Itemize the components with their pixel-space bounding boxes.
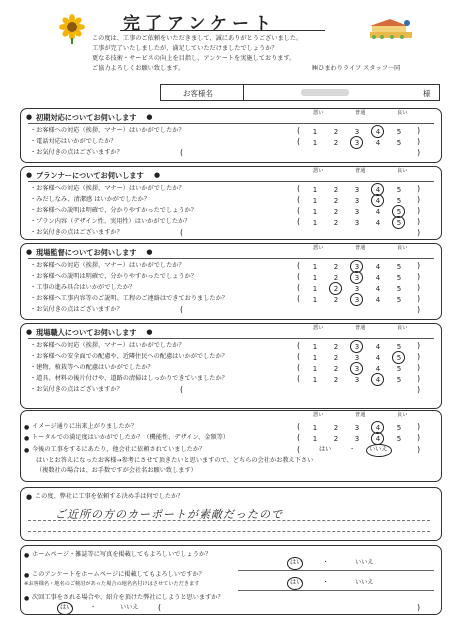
- section-title-3: 現場監督についてお伺いします: [36, 248, 137, 257]
- overall-q2-option-5[interactable]: 5: [396, 435, 402, 443]
- section-4-q4-selected-circle: [371, 373, 384, 386]
- other-company-question: 今後の工事をするにあたり、他会社に依頼されていましたか？: [32, 446, 206, 453]
- section-1-q1-option-3[interactable]: 3: [354, 128, 360, 136]
- section-4-q1-option-5[interactable]: 5: [396, 343, 402, 351]
- section-2-q2-option-1[interactable]: 1: [312, 197, 318, 205]
- overall-q1-option-3[interactable]: 3: [354, 424, 360, 432]
- section-4-scale-good: 良い: [397, 325, 408, 331]
- section-4-q2-selected-circle: [392, 351, 405, 364]
- reason-question: この度、弊社に工事を依頼する決め手は何でしたか？: [35, 493, 184, 500]
- bullet-icon: ●: [26, 171, 33, 179]
- section-2-q2-selected-circle: [371, 194, 384, 207]
- reason-line-2: [28, 531, 430, 532]
- section-4-q4-option-2[interactable]: 2: [333, 376, 339, 384]
- section-3-q2-option-1[interactable]: 1: [312, 274, 318, 282]
- section-1-q1-paren-close: ): [417, 126, 421, 135]
- paren-open: (: [158, 603, 162, 612]
- answer-no[interactable]: いいえ: [355, 579, 374, 586]
- section-2-q4-paren-close: ): [417, 217, 421, 226]
- bullet-icon: ●: [24, 424, 30, 431]
- comment-paren-open: (: [180, 148, 184, 157]
- section-2-q1-paren-open: (: [297, 184, 301, 193]
- overall-question: イメージ通りに出来上がりましたか？: [32, 423, 138, 430]
- section-3-scale-bad: 悪い: [313, 245, 324, 251]
- section-4-q3-option-1[interactable]: 1: [312, 365, 318, 373]
- section-2-q4-paren-open: (: [297, 217, 301, 226]
- bullet-icon: ●: [154, 171, 161, 179]
- section-2-q4-option-1[interactable]: 1: [312, 219, 318, 227]
- question-text: ・建物、植栽等への配慮はいかがでしたか？: [30, 364, 154, 371]
- section-3-q2-option-5[interactable]: 5: [396, 274, 402, 282]
- overall-q1-option-4[interactable]: 4: [375, 424, 381, 432]
- section-1-q2-paren-close: ): [417, 137, 421, 146]
- section-2-q3-paren-close: ): [417, 206, 421, 215]
- section-3-q4-paren-open: (: [297, 294, 301, 303]
- comment-paren-open: (: [180, 228, 184, 237]
- intro-line-4: ご協力よろしくお願い致します。: [92, 65, 185, 72]
- customer-name-box: [160, 84, 440, 101]
- section-3-q1-option-5[interactable]: 5: [396, 263, 402, 271]
- section-4-q4-paren-open: (: [297, 374, 301, 383]
- answer-yes[interactable]: はい: [60, 604, 73, 611]
- section-4-q2-option-5[interactable]: 5: [396, 354, 402, 362]
- section-3-q3-option-2[interactable]: 2: [333, 285, 339, 293]
- section-2-q4-option-2[interactable]: 2: [333, 219, 339, 227]
- selected-circle: [57, 602, 73, 615]
- section-2-q2-paren-open: (: [297, 195, 301, 204]
- section-4-q3-selected-circle: [350, 362, 363, 375]
- section-1-q2-option-4[interactable]: 4: [375, 139, 381, 147]
- reason-answer: ご近所の方のカーポートが素敵だったので: [55, 508, 283, 521]
- section-1-q1-paren-open: (: [297, 126, 301, 135]
- section-4-q3-option-5[interactable]: 5: [396, 365, 402, 373]
- customer-name-label: お客様名: [183, 89, 213, 98]
- section-4-q3-option-4[interactable]: 4: [375, 365, 381, 373]
- paren-open: (: [297, 445, 301, 454]
- section-2-q3-option-2[interactable]: 2: [333, 208, 339, 216]
- answer-no[interactable]: いいえ: [120, 604, 139, 611]
- overall-q1-option-1[interactable]: 1: [312, 424, 318, 432]
- section-3-q2-option-2[interactable]: 2: [333, 274, 339, 282]
- section-2-q4-option-5[interactable]: 5: [396, 219, 402, 227]
- customer-honorific: 様: [423, 89, 431, 98]
- section-3-q2-paren-close: ): [417, 272, 421, 281]
- section-4-q1-option-4[interactable]: 4: [375, 343, 381, 351]
- section-3-q2-selected-circle: [350, 271, 363, 284]
- section-4-q1-selected-circle: [350, 340, 363, 353]
- section-4-q2-option-1[interactable]: 1: [312, 354, 318, 362]
- answer-yes[interactable]: はい: [290, 559, 303, 566]
- bullet-icon: ●: [26, 328, 33, 336]
- question-text: ・お客様へ工事内容等のご説明、工程のご連絡はできておりましたか？: [30, 295, 228, 302]
- comment-paren-close: ): [417, 228, 421, 237]
- question-text: ・お客様への説明は明確で、分かりやすかったでしょうか？: [30, 207, 197, 214]
- section-4-q2-option-4[interactable]: 4: [375, 354, 381, 362]
- separator-dot: ・: [322, 579, 329, 586]
- section-2-scale-normal: 普通: [355, 168, 366, 174]
- section-3-q1-option-3[interactable]: 3: [354, 263, 360, 271]
- final-question-note: ※お客様名・地名のご検討があった場合の地名名付けはさせていただきます: [24, 581, 200, 587]
- section-4-q4-option-3[interactable]: 3: [354, 376, 360, 384]
- section-1-q2-selected-circle: [350, 136, 363, 149]
- bullet-icon: ●: [146, 248, 153, 256]
- answer-no[interactable]: いいえ: [355, 559, 374, 566]
- section-4-q1-option-2[interactable]: 2: [333, 343, 339, 351]
- bullet-icon: ●: [26, 493, 33, 501]
- question-text: ・お客様への安全面での配慮や、近隣住民への配慮はいかがでしたか？: [30, 353, 228, 360]
- bullet-icon: ●: [26, 248, 33, 256]
- section-3-q3-option-4[interactable]: 4: [375, 285, 381, 293]
- section-4-q4-option-5[interactable]: 5: [396, 376, 402, 384]
- section-title-divider: [28, 123, 434, 124]
- section-title-1: 初期対応についてお伺いします: [36, 113, 137, 122]
- selected-circle: [287, 557, 303, 570]
- section-2-q2-option-2[interactable]: 2: [333, 197, 339, 205]
- overall-q2-option-1[interactable]: 1: [312, 435, 318, 443]
- overall-q2-option-3[interactable]: 3: [354, 435, 360, 443]
- section-4-q1-paren-close: ): [417, 341, 421, 350]
- comment-label: ・お気付きの点はございますか？: [30, 149, 123, 156]
- section-4-q3-option-3[interactable]: 3: [354, 365, 360, 373]
- section-3-q3-selected-circle: [329, 282, 342, 295]
- section-1-q2-option-1[interactable]: 1: [312, 139, 318, 147]
- section-1-scale-bad: 悪い: [313, 110, 324, 116]
- final-question: このアンケートをホームページに掲載してもよろしいですか？: [32, 571, 205, 578]
- comment-field[interactable]: [186, 389, 411, 396]
- selected-circle: [287, 577, 303, 590]
- section-4-q2-paren-close: ): [417, 352, 421, 361]
- section-title-divider: [28, 338, 434, 339]
- section-title-divider: [28, 181, 434, 182]
- section-4-scale-normal: 普通: [355, 325, 366, 331]
- overall-scale-bad: 悪い: [313, 412, 324, 418]
- section-3-q1-option-1[interactable]: 1: [312, 263, 318, 271]
- overall-q1-option-2[interactable]: 2: [333, 424, 339, 432]
- title-underline: [120, 30, 325, 31]
- section-1-q2-option-5[interactable]: 5: [396, 139, 402, 147]
- intro-line-1: この度は、工事のご依頼をいただきまして、誠にありがとうございました。: [92, 35, 303, 42]
- section-title-4: 現場職人についてお伺いします: [36, 328, 137, 337]
- comment-field[interactable]: [186, 309, 411, 316]
- overall-q2-option-2[interactable]: 2: [333, 435, 339, 443]
- section-4-q2-option-3[interactable]: 3: [354, 354, 360, 362]
- section-3-q4-option-5[interactable]: 5: [396, 296, 402, 304]
- section-2-q4-option-4[interactable]: 4: [375, 219, 381, 227]
- question-text: ・お客様への説明は明確で、分かりやすかったでしょうか？: [30, 273, 197, 280]
- question-text: ・道具、材料の後片付けや、道路の清掃はしっかりできていましたか？: [30, 375, 228, 382]
- reason-line-1: [28, 520, 430, 521]
- section-3-q3-option-3[interactable]: 3: [354, 285, 360, 293]
- section-2-q2-option-5[interactable]: 5: [396, 197, 402, 205]
- question-text: ・お客様への対応（挨拶、マナー）はいかがでしたか？: [30, 185, 185, 192]
- section-3-q4-option-3[interactable]: 3: [354, 296, 360, 304]
- overall-q1-paren-close: ): [417, 422, 421, 431]
- section-1-q1-selected-circle: [371, 125, 384, 138]
- question-text: ・電話対応はいかがでしたか？: [30, 138, 117, 145]
- company-signature: ㈱ひまわりライフ スタッフ一同: [312, 65, 401, 72]
- section-4-q2-option-2[interactable]: 2: [333, 354, 339, 362]
- bullet-icon: ●: [24, 447, 30, 454]
- section-3-scale-normal: 普通: [355, 245, 366, 251]
- section-3-q3-paren-close: ): [417, 283, 421, 292]
- section-4-q3-paren-open: (: [297, 363, 301, 372]
- section-1-q2-option-3[interactable]: 3: [354, 139, 360, 147]
- bullet-icon: ●: [24, 552, 30, 559]
- section-2-q3-paren-open: (: [297, 206, 301, 215]
- comment-field[interactable]: [186, 152, 411, 159]
- overall-q1-option-5[interactable]: 5: [396, 424, 402, 432]
- section-2-q3-option-4[interactable]: 4: [375, 208, 381, 216]
- section-2-scale-good: 良い: [397, 168, 408, 174]
- question-text: ・お客様への対応（挨拶、マナー）はいかがでしたか？: [30, 262, 185, 269]
- section-4-q3-option-2[interactable]: 2: [333, 365, 339, 373]
- comment-paren-close: ): [417, 148, 421, 157]
- section-2-q1-option-5[interactable]: 5: [396, 186, 402, 194]
- customer-name-blurred: [301, 89, 349, 96]
- bullet-icon: ●: [146, 113, 153, 121]
- comment-label: ・お気付きの点はございますか？: [30, 386, 123, 393]
- section-2-q3-option-1[interactable]: 1: [312, 208, 318, 216]
- section-3-q4-option-1[interactable]: 1: [312, 296, 318, 304]
- question-text: ・お客様への対応（挨拶、マナー）はいかがでしたか？: [30, 127, 185, 134]
- bullet-icon: ●: [26, 113, 33, 121]
- section-3-q3-option-5[interactable]: 5: [396, 285, 402, 293]
- answer-no[interactable]: いいえ: [369, 446, 388, 453]
- separator-dot: ・: [90, 604, 97, 611]
- question-text: ・工事の進み具合はいかがでしたか？: [30, 284, 136, 291]
- final-question: ホームページ・雑誌等に写真を掲載してもよろしいでしょうか？: [32, 551, 212, 558]
- overall-q2-paren-close: ): [417, 433, 421, 442]
- section-3-q1-option-2[interactable]: 2: [333, 263, 339, 271]
- other-company-note-sub: （複数社の場合は、お手数ですが会社名お願い致します）: [36, 467, 197, 474]
- answer-yes[interactable]: はい: [319, 446, 332, 453]
- section-3-q1-option-4[interactable]: 4: [375, 263, 381, 271]
- overall-q2-option-4[interactable]: 4: [375, 435, 381, 443]
- section-3-q2-option-4[interactable]: 4: [375, 274, 381, 282]
- section-3-scale-good: 良い: [397, 245, 408, 251]
- intro-line-2: 工事が完了いたしましたが、満足していただけましたでしょうか？: [92, 45, 278, 52]
- section-2-q4-option-3[interactable]: 3: [354, 219, 360, 227]
- comment-paren-open: (: [180, 385, 184, 394]
- section-3-q3-paren-open: (: [297, 283, 301, 292]
- bullet-icon: ●: [146, 328, 153, 336]
- section-1-q1-option-4[interactable]: 4: [375, 128, 381, 136]
- section-3-q1-paren-open: (: [297, 261, 301, 270]
- overall-q1-paren-open: (: [297, 422, 301, 431]
- answer-divider: [238, 590, 434, 591]
- section-3-q3-option-1[interactable]: 1: [312, 285, 318, 293]
- paren-close: ): [417, 445, 421, 454]
- page-title: 完了アンケート: [123, 14, 276, 34]
- section-2-q1-option-4[interactable]: 4: [375, 186, 381, 194]
- bullet-icon: ●: [24, 435, 30, 442]
- comment-paren-close: ): [417, 305, 421, 314]
- section-4-q4-paren-close: ): [417, 374, 421, 383]
- other-company-note: はいとお答えになったお客様→参考にさせて頂きたいと思いますので、どちらの会社かお教え下さい: [36, 457, 314, 464]
- section-1-q2-paren-open: (: [297, 137, 301, 146]
- final-question: 次回工事をされる場合や、紹介を頂けた弊社にしようと思いますか？: [32, 594, 224, 601]
- section-3-q4-option-2[interactable]: 2: [333, 296, 339, 304]
- section-4-q3-paren-close: ): [417, 363, 421, 372]
- section-4-q1-option-1[interactable]: 1: [312, 343, 318, 351]
- section-title-2: プランナーについてお伺いします: [36, 171, 144, 180]
- section-1-q1-option-2[interactable]: 2: [333, 128, 339, 136]
- section-3-q2-option-3[interactable]: 3: [354, 274, 360, 282]
- section-4-q1-paren-open: (: [297, 341, 301, 350]
- section-3-q4-paren-close: ): [417, 294, 421, 303]
- house-illustration: [368, 17, 414, 41]
- comment-label: ・お気付きの点はございますか？: [30, 306, 123, 313]
- section-title-divider: [28, 258, 434, 259]
- section-1-q1-option-1[interactable]: 1: [312, 128, 318, 136]
- section-2-q3-option-3[interactable]: 3: [354, 208, 360, 216]
- overall-q2-paren-open: (: [297, 433, 301, 442]
- comment-label: ・お気付きの点はございますか？: [30, 229, 123, 236]
- section-2-scale-bad: 悪い: [313, 168, 324, 174]
- section-1-scale-normal: 普通: [355, 110, 366, 116]
- section-4-q4-option-4[interactable]: 4: [375, 376, 381, 384]
- paren-close: ): [417, 603, 421, 612]
- section-4-scale-bad: 悪い: [313, 325, 324, 331]
- overall-scale-normal: 普通: [355, 412, 366, 418]
- section-3-q1-paren-close: ): [417, 261, 421, 270]
- section-2-q4-selected-circle: [392, 216, 405, 229]
- comment-paren-close: ): [417, 385, 421, 394]
- overall-question: トータルでの満足度はいかがでしたか？（機能性、デザイン、金額等）: [32, 434, 230, 441]
- section-4-q1-option-3[interactable]: 3: [354, 343, 360, 351]
- section-2-q1-paren-close: ): [417, 184, 421, 193]
- section-4-q4-option-1[interactable]: 1: [312, 376, 318, 384]
- section-2-q2-option-3[interactable]: 3: [354, 197, 360, 205]
- section-3-q4-selected-circle: [350, 293, 363, 306]
- question-text: ・プラン内容（デザイン性、実用性）はいかがでしたか？: [30, 218, 191, 225]
- section-2-q2-option-4[interactable]: 4: [375, 197, 381, 205]
- section-2-q1-option-2[interactable]: 2: [333, 186, 339, 194]
- section-2-q3-option-5[interactable]: 5: [396, 208, 402, 216]
- section-1-scale-good: 良い: [397, 110, 408, 116]
- section-2-q1-option-1[interactable]: 1: [312, 186, 318, 194]
- section-1-q2-option-2[interactable]: 2: [333, 139, 339, 147]
- comment-field[interactable]: [186, 232, 411, 239]
- question-text: ・お客様への対応（挨拶、マナー）はいかがでしたか？: [30, 342, 185, 349]
- intro-line-3: 更なる技術・サービスの向上を目指し、アンケートを実施しております。: [92, 55, 296, 62]
- answer-divider: [238, 570, 434, 571]
- section-2-q1-option-3[interactable]: 3: [354, 186, 360, 194]
- section-4-q2-paren-open: (: [297, 352, 301, 361]
- section-3-q4-option-4[interactable]: 4: [375, 296, 381, 304]
- bullet-icon: ●: [24, 595, 30, 602]
- bullet-icon: ●: [24, 572, 30, 579]
- overall-scale-good: 良い: [397, 412, 408, 418]
- overall-section-box: [20, 410, 442, 482]
- answer-yes[interactable]: はい: [290, 579, 303, 586]
- customer-name-divider: [243, 85, 244, 100]
- separator-dot: ・: [322, 559, 329, 566]
- section-3-q2-paren-open: (: [297, 272, 301, 281]
- separator-dot: ・: [349, 446, 356, 453]
- question-text: ・みだしなみ、清潔感 はいかがでしたか？: [30, 196, 150, 203]
- comment-paren-open: (: [180, 305, 184, 314]
- sunflower-logo: [58, 14, 86, 44]
- section-1-q1-option-5[interactable]: 5: [396, 128, 402, 136]
- section-2-q2-paren-close: ): [417, 195, 421, 204]
